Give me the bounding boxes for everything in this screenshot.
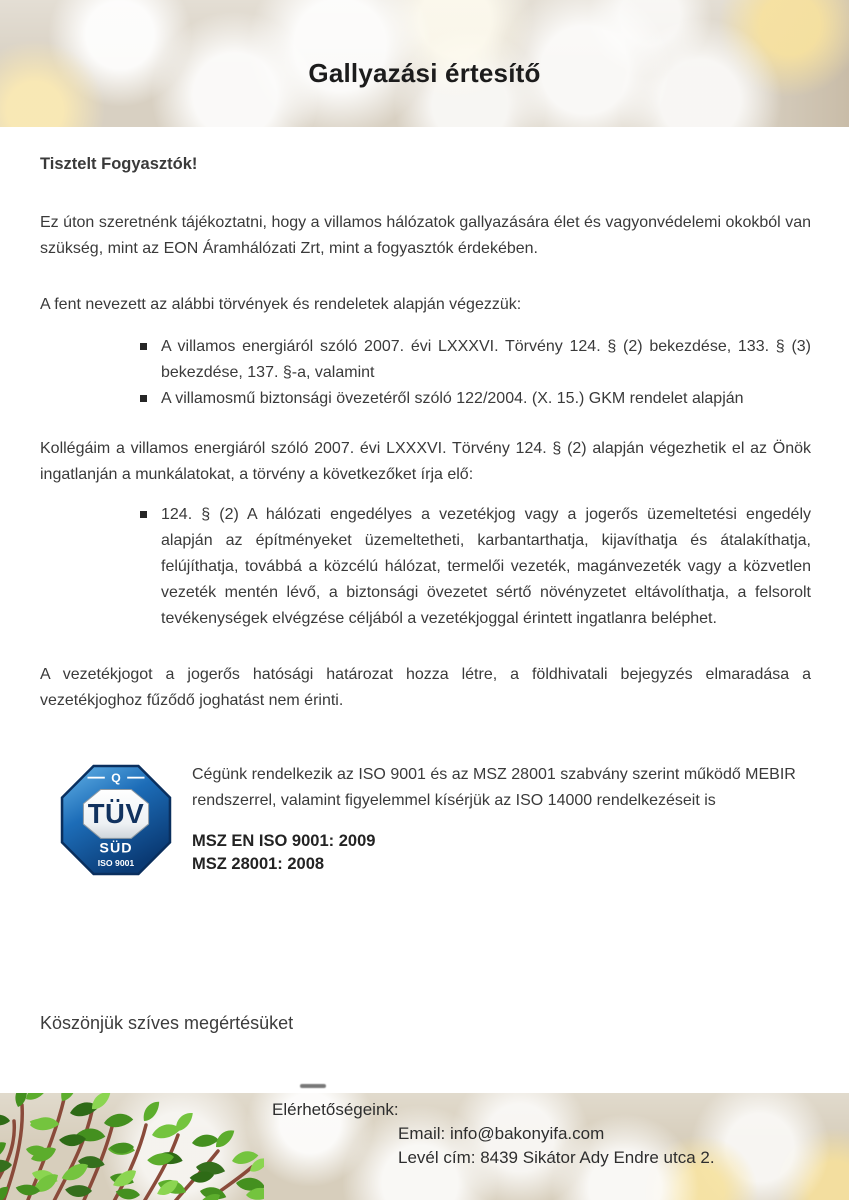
greeting-line: Tisztelt Fogyasztók! [40, 155, 198, 173]
contacts-label: Elérhetőségeink: [272, 1100, 399, 1119]
certification-paragraph: Cégünk rendelkezik az ISO 9001 és az MSZ 28001 szabvány szerint működő MEBIR rendszerrel, valamint figyelemmel kísérjük az ISO 14000 rendelkezéseit is [192, 766, 796, 809]
list-item [140, 334, 811, 386]
document-header [0, 0, 849, 127]
square-bullet-icon [140, 395, 147, 402]
badge-iso-text: ISO 9001 [97, 857, 135, 868]
certification-text-block [192, 762, 811, 876]
badge-q-mark: Q [111, 770, 121, 785]
tuv-sud-iso9001-badge-icon [60, 764, 172, 876]
square-bullet-icon [140, 511, 147, 518]
closing-line: Köszönjük szíves megértésüket [40, 1013, 294, 1033]
laws-list [0, 334, 811, 412]
badge-tuv-text: TÜV [87, 798, 145, 830]
law-quote-list [0, 502, 811, 632]
colleagues-paragraph: Kollégáim a villamos energiáról szóló 2007. évi LXXXVI. Törvény 124. § (2) alapján végezhetik el az Önök ingatlanján a munkálatokat, a törvény a következőket írja elő: [40, 440, 811, 483]
page-title: Gallyazási értesítő [308, 58, 541, 88]
document-footer [0, 1093, 849, 1200]
letter-body [0, 127, 849, 876]
standard-line: MSZ 28001: 2008 [192, 855, 325, 873]
contact-address: Levél cím: 8439 Sikátor Ady Endre utca 2. [398, 1148, 715, 1167]
square-bullet-icon [140, 343, 147, 350]
contact-email: Email: info@bakonyifa.com [398, 1124, 605, 1143]
list-item [140, 502, 811, 632]
intro-paragraph: Ez úton szeretnénk tájékoztatni, hogy a villamos hálózatok gallyazására élet és vagyonvédelemi okokból van szükség, mint az EON Áramhálózati Zrt, mint a fogyasztók érdekében. [40, 214, 811, 257]
laws-lead-paragraph: A fent nevezett az alábbi törvények és rendeletek alapján végezzük: [40, 296, 522, 313]
list-item-text: A villamosmű biztonsági övezetéről szóló 122/2004. (X. 15.) GKM rendelet alapján [161, 390, 744, 407]
leafy-branches-image [0, 1093, 264, 1200]
standards-block [192, 830, 811, 876]
standard-line: MSZ EN ISO 9001: 2009 [192, 832, 376, 850]
list-item-text: A villamos energiáról szóló 2007. évi LXXXVI. Törvény 124. § (2) bekezdése, 133. § (3) bekezdése, 137. §-a, valamint [161, 338, 811, 381]
list-item-text: 124. § (2) A hálózati engedélyes a vezetékjog vagy a jogerős üzemeltetési engedély alapján az építményeket üzemeltetheti, karbantarthatja, kijavíthatja és átalakíthatja, felújíthatja, továbbá a közcélú hálózat, termelői vezeték, magánvezeték vagy a közvetlen vezeték mentén lévő, a biztonsági övezetet sértő növényzetet eltávolíthatja, a felsorolt tevékenységek elvégzése céljából a vezetékjoggal érintett ingatlanra beléphet. [161, 506, 811, 627]
scan-artifact [300, 1084, 326, 1088]
easement-paragraph: A vezetékjogot a jogerős hatósági határozat hozza létre, a földhivatali bejegyzés elmaradása a vezetékjoghoz fűződő joghatást nem érinti. [40, 666, 811, 709]
badge-sud-text: SÜD [99, 840, 133, 857]
certification-section [60, 762, 811, 876]
list-item [140, 386, 811, 412]
